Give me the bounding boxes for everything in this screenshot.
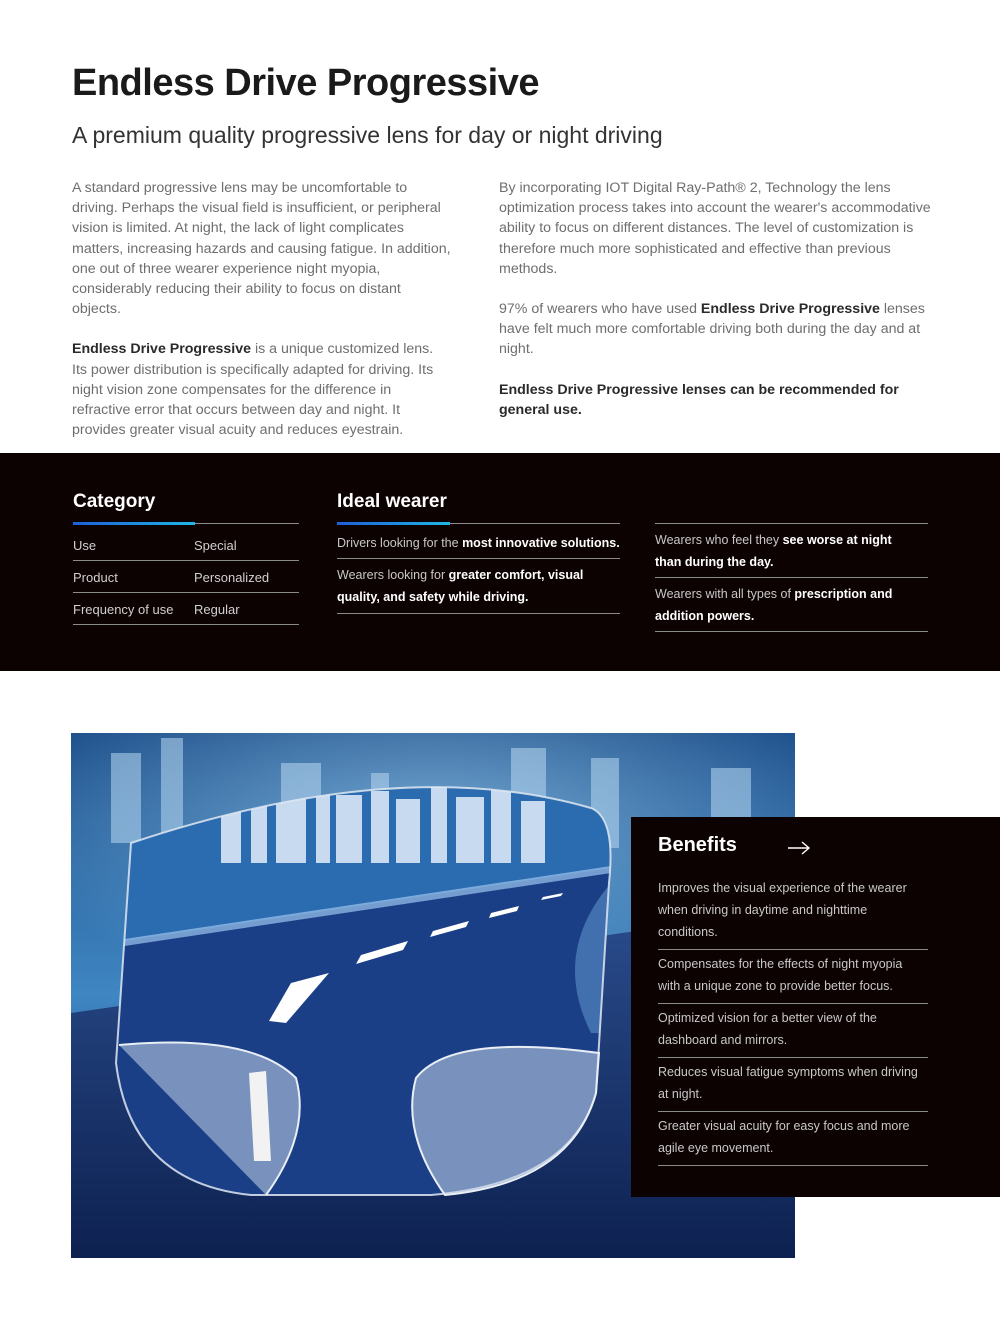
category-accent-bar: [73, 522, 195, 525]
recommendation-text: Endless Drive Progressive lenses can be recommended for general use.: [499, 381, 899, 418]
benefit-item: Reduces visual fatigue symptoms when driving at night.: [658, 1061, 928, 1112]
ideal-wearer-item: [655, 583, 928, 632]
benefits-title: Benefits: [658, 834, 737, 856]
intro-paragraph-text: 97% of wearers who have used: [499, 301, 701, 318]
intro-paragraph-text: lenses have felt much more comfortable driving both during the day and at night.: [499, 301, 925, 358]
benefit-item: Optimized vision for a better view of the dashboard and mirrors.: [658, 1007, 928, 1058]
intro-paragraph: [499, 380, 931, 420]
category-value: Personalized: [194, 570, 270, 585]
page-subtitle: A premium quality progressive lens for day or night driving: [72, 122, 663, 148]
specs-band: [0, 453, 1000, 671]
ideal-wearer-highlight: greater comfort, visual quality, and safety while driving.: [337, 568, 584, 604]
ideal-wearer-item: [337, 532, 620, 559]
intro-paragraph: A standard progressive lens may be uncomfortable to driving. Perhaps the visual field is insufficient, or peripheral vision is limited. At night, the lack of light complicates matters, increasing hazards and causing fatigue. In addition, one out of three wearer experience night myopia, considerably reducing their ability to focus on distant objects.: [72, 180, 451, 318]
intro-paragraph: By incorporating IOT Digital Ray-Path® 2, Technology the lens optimization process takes into account the wearer's accommodative ability to focus on different distances. The level of customization is therefore much more sophisticated and effective than previous methods.: [499, 180, 931, 277]
intro-paragraph: [499, 299, 931, 360]
benefit-item: Compensates for the effects of night myopia with a unique zone to provide better focus.: [658, 953, 928, 1004]
benefit-item: Greater visual acuity for easy focus and more agile eye movement.: [658, 1115, 928, 1166]
category-title: Category: [73, 491, 156, 512]
benefit-item: Improves the visual experience of the wearer when driving in daytime and nighttime conditions.: [658, 877, 928, 950]
category-row: [73, 560, 299, 593]
ideal-wearer-text: Wearers with all types of: [655, 587, 795, 601]
product-name: Endless Drive Progressive: [700, 301, 880, 318]
ideal-wearer-text: Drivers looking for the: [337, 536, 463, 550]
ideal-wearer-text: Wearers looking for: [337, 568, 449, 582]
ideal-wearer-accent-bar: [337, 522, 450, 525]
category-row: [73, 528, 299, 561]
category-value: Special: [194, 538, 237, 553]
intro-left-column: [72, 178, 452, 460]
ideal-wearer-item: [337, 564, 620, 614]
intro-paragraph: [72, 339, 452, 440]
ideal-wearer-item: [655, 529, 928, 578]
ideal-wearer-highlight: most innovative solutions.: [462, 536, 620, 550]
intro-right-column: [499, 178, 931, 440]
page-title: Endless Drive Progressive: [72, 62, 539, 104]
category-row: [73, 592, 299, 625]
ideal-wearer-highlight: see worse at night than during the day.: [655, 533, 892, 569]
category-key: Use: [73, 538, 97, 553]
category-key: Product: [73, 570, 118, 585]
intro-paragraph-text: is a unique customized lens. Its power distribution is specifically adapted for driving. Its night vision zone compensates for the difference in refractive error that occurs between day and night. It provides greater visual acuity and reduces eyestrain.: [72, 341, 434, 439]
benefits-panel: [631, 817, 1000, 1197]
category-value: Regular: [194, 602, 240, 617]
product-name: Endless Drive Progressive: [72, 341, 252, 358]
ideal-wearer-text: Wearers who feel they: [655, 533, 783, 547]
ideal-wearer-highlight: prescription and addition powers.: [655, 587, 893, 623]
ideal-wearer-title: Ideal wearer: [337, 491, 447, 512]
category-key: Frequency of use: [73, 602, 174, 617]
ideal-wearer-divider: [655, 523, 928, 524]
arrow-right-icon[interactable]: [787, 841, 811, 855]
